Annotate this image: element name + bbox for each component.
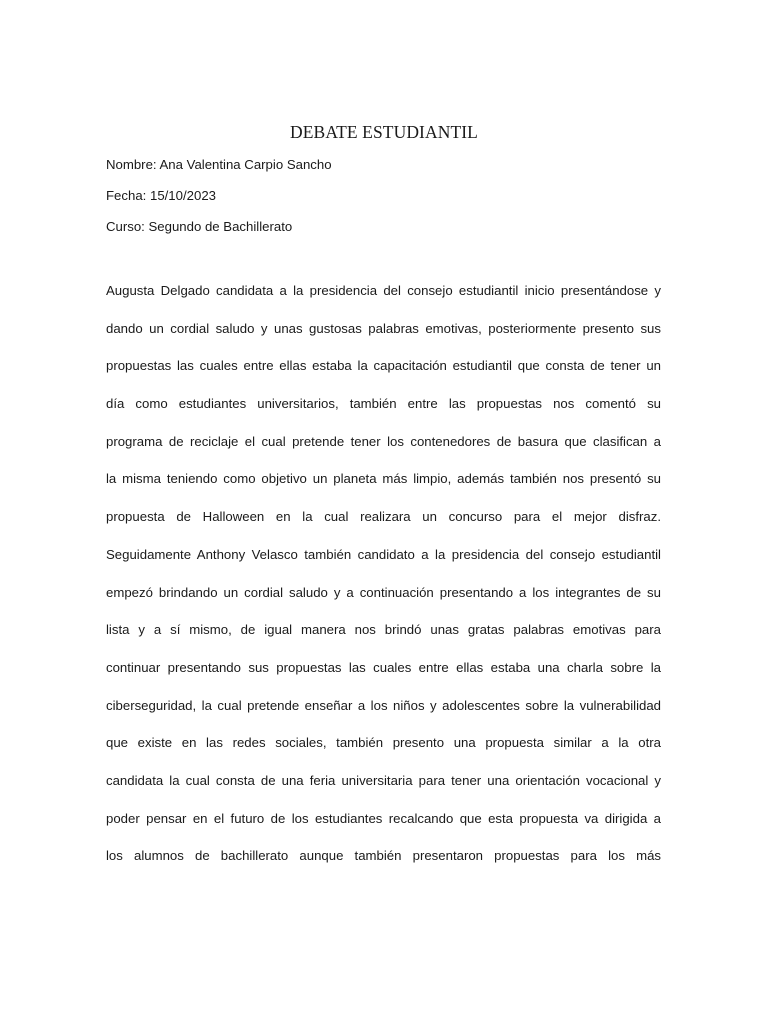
body-line: ciberseguridad, la cual pretende enseñar a los niños y adolescentes sobre la vulnerabilidad xyxy=(106,697,661,713)
body-line: la misma teniendo como objetivo un planeta más limpio, además también nos presentó su xyxy=(106,471,661,487)
body-line: día como estudiantes universitarios, también entre las propuestas nos comentó su xyxy=(106,396,661,412)
body-line: empezó brindando un cordial saludo y a continuación presentando a los integrantes de su xyxy=(106,584,661,600)
body-line: los alumnos de bachillerato aunque también presentaron propuestas para los más xyxy=(106,848,661,864)
body-line: dando un cordial saludo y unas gustosas palabras emotivas, posteriormente presento sus xyxy=(106,320,661,336)
body-line: Seguidamente Anthony Velasco también candidato a la presidencia del consejo estudiantil xyxy=(106,546,661,562)
body-line: candidata la cual consta de una feria universitaria para tener una orientación vocacional y xyxy=(106,772,661,788)
body-line: propuesta de Halloween en la cual realizara un concurso para el mejor disfraz. xyxy=(106,509,661,525)
body-line: continuar presentando sus propuestas las cuales entre ellas estaba una charla sobre la xyxy=(106,659,661,675)
body-line: programa de reciclaje el cual pretende tener los contenedores de basura que clasifican a xyxy=(106,433,661,449)
body-line: propuestas las cuales entre ellas estaba la capacitación estudiantil que consta de tener un xyxy=(106,358,661,374)
document-title: DEBATE ESTUDIANTIL xyxy=(290,122,478,142)
student-course: Curso: Segundo de Bachillerato xyxy=(106,219,293,234)
body-paragraph xyxy=(106,282,661,885)
body-line: que existe en las redes sociales, también presento una propuesta similar a la otra xyxy=(106,735,661,751)
body-line: poder pensar en el futuro de los estudiantes recalcando que esta propuesta va dirigida a xyxy=(106,810,661,826)
body-line: lista y a sí mismo, de igual manera nos brindó unas gratas palabras emotivas para xyxy=(106,622,661,638)
body-line: Augusta Delgado candidata a la presidencia del consejo estudiantil inicio presentándose y xyxy=(106,283,661,298)
student-name: Nombre: Ana Valentina Carpio Sancho xyxy=(106,157,332,172)
document-date: Fecha: 15/10/2023 xyxy=(106,188,216,203)
